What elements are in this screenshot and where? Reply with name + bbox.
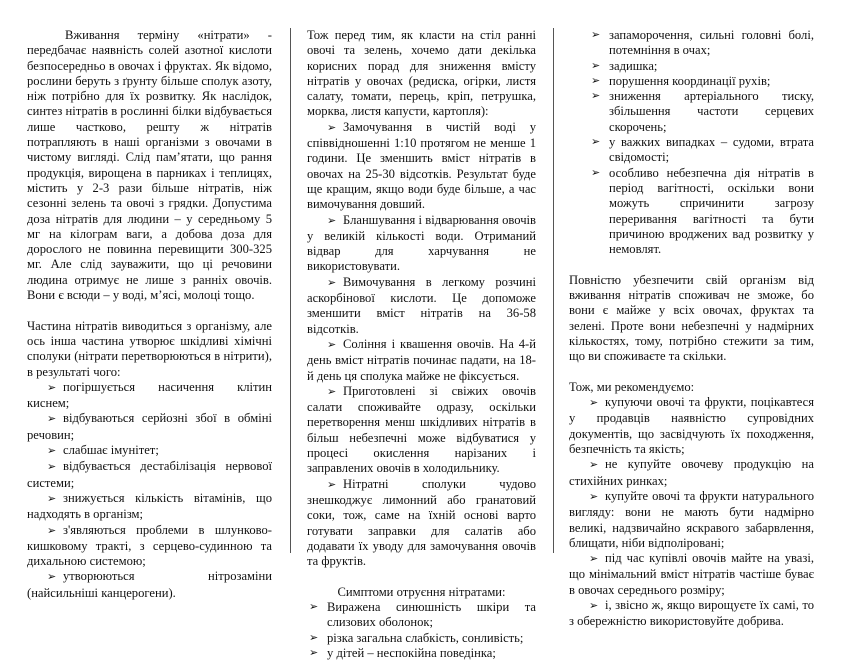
arrow-bullet-icon: ➢ — [327, 338, 337, 351]
list-item: ➢ відбувається дестабілізація нервової системи; — [27, 459, 272, 490]
arrow-bullet-icon: ➢ — [47, 571, 57, 584]
list-item: ➢ Вимочування в легкому розчині аскорбінової кислоти. Це допоможе зменшити вміст нітратів на 36-58 відсотків. — [307, 274, 536, 336]
recommendations-list — [569, 395, 814, 629]
list-item: ➢ особливо небезпечна дія нітратів в період вагітності, оскільки вони можуть спричинити загрозу переривання вагітності та бути причиною вроджених вад розвитку у немовлят. — [591, 165, 814, 257]
list-item: ➢ утворюються нітрозаміни (найсильніші канцерогени). — [27, 569, 272, 600]
intro-paragraph: Вживання терміну «нітрати» - передбачає наявність солей азотної кислоти безпосередньо в овочах і фруктах. Як відомо, рослини беруть з ґрунту більше сполук азоту, ніж потрібно для їх розвитку. Як наслідок, синтез нітратів в рослинні білки відбувається лише частково, решту ж нітратів потрапляють в наші організми з овочами в чистому вигляді. Слід пам’ятати, що рання продукція, вирощена в парниках і теплицях, містить у 2-3 рази більше нітратів, ніж сезонні зелень та овочі з грядки. Допустима доза нітратів для людини – у середньому 5 мг на кілограм ваги, а добова доза для дорослого не повинна перевищити 300-325 мг. Але слід зауважити, що ці речовини людина отримує не лише з ранніх овочів. Вони є всюди – у воді, м’ясі, молоці тощо. — [27, 28, 272, 303]
symptoms-list — [307, 600, 536, 661]
column-2 — [307, 28, 536, 661]
arrow-bullet-icon: ➢ — [589, 553, 599, 566]
list-item: ➢ під час купівлі овочів майте на увазі, що мінімальний вміст нітратів частіше буває в овочах середнього розміру; — [569, 551, 814, 597]
list-item: ➢ відбуваються серйозні збої в обміні речовин; — [27, 411, 272, 442]
arrow-bullet-icon: ➢ — [591, 74, 601, 87]
arrow-bullet-icon: ➢ — [591, 90, 601, 103]
column-divider — [290, 28, 291, 553]
list-item: ➢ Виражена синюшність шкіри та слизових оболонок; — [309, 599, 536, 630]
arrow-bullet-icon: ➢ — [47, 445, 57, 458]
effects-list — [27, 380, 272, 601]
symptoms-list-continued — [569, 28, 814, 257]
list-item: ➢ Замочування в чистій воді у співвідношенні 1:10 протягом не менше 1 години. Це зменшить вміст нітратів в овочах на 25-30 відсотків. Результат буде ще кращим, якщо води буде більше, а час вимочування довший. — [307, 119, 536, 212]
arrow-bullet-icon: ➢ — [47, 381, 57, 394]
list-item: ➢ не купуйте овочеву продукцію на стихійних ринках; — [569, 457, 814, 488]
list-item: ➢ у дітей – неспокійна поведінка; — [309, 645, 496, 660]
arrow-bullet-icon: ➢ — [591, 59, 601, 72]
arrow-bullet-icon: ➢ — [309, 631, 319, 644]
list-item: ➢ задишка; — [591, 58, 658, 73]
symptoms-heading: Симптоми отруєння нітратами: — [337, 584, 506, 599]
list-item: ➢ зниження артеріального тиску, збільшення частоти серцевих скорочень; — [591, 89, 814, 134]
list-item: ➢ різка загальна слабкість, сонливість; — [309, 630, 524, 645]
arrow-bullet-icon: ➢ — [309, 600, 319, 613]
column-divider — [553, 28, 554, 553]
arrow-bullet-icon: ➢ — [47, 492, 57, 505]
arrow-bullet-icon: ➢ — [327, 121, 337, 134]
arrow-bullet-icon: ➢ — [589, 397, 599, 410]
list-item: ➢ погіршується насичення клітин киснем; — [27, 379, 272, 411]
list-item: ➢ купуючи овочі та фрукти, поцікавтеся у продавців наявністю супровідних документів, що засвідчують їх походження, безпечність та якість; — [569, 395, 814, 457]
list-item: ➢ запаморочення, сильні головні болі, потемніння в очах; — [591, 28, 814, 58]
arrow-bullet-icon: ➢ — [327, 276, 337, 289]
summary-paragraph: Повністю убезпечити свій організм від вживання нітратів споживач не зможе, бо вони є майже у всіх овочах, фруктах та зелені. Проте вони небезпечні у надмірних кількостях, тому, потрібно стежити за тим, що ви споживаєте та скільки. — [569, 272, 814, 364]
list-item: ➢ Нітратні сполуки чудово знешкоджує лимонний або гранатовий соки, тож, саме на їхній основі варто готувати заправки для салатів або додавати їх уводу для замочування овочів та фруктів. — [307, 476, 536, 569]
arrow-bullet-icon: ➢ — [47, 461, 57, 474]
arrow-bullet-icon: ➢ — [589, 599, 599, 612]
arrow-bullet-icon: ➢ — [591, 29, 601, 41]
list-item: ➢ Соління і квашення овочів. На 4-й день вміст нітратів починає падати, на 18-й день ця сполука майже не фіксується. — [307, 336, 536, 383]
column-3 — [569, 28, 814, 630]
recommend-intro: Тож, ми рекомендуємо: — [569, 379, 695, 394]
column-1 — [27, 28, 272, 601]
tips-intro: Тож перед тим, як класти на стіл ранні овочі та зелень, хочемо дати декілька корисних порад для зниження вмісту нітратів у овочах (редиска, огірки, листя салату, томати, перець, кріп, петрушка, морква, листя капусти, картопля): — [307, 28, 536, 119]
arrow-bullet-icon: ➢ — [591, 166, 601, 179]
effects-intro: Частина нітратів виводиться з організму, але ось інша частина утворює шкідливі хімічні сполуки (нітрати перетворюються в нітрити), в результаті чого: — [27, 318, 272, 379]
arrow-bullet-icon: ➢ — [47, 413, 57, 426]
arrow-bullet-icon: ➢ — [47, 524, 57, 537]
list-item: ➢ Приготовлені зі свіжих овочів салати споживайте одразу, оскільки перетворення менш шкідливих нітратів в більш небезпечні може відбуватися у процесі окислення нарізаних і заправлених овочів в холодильнику. — [307, 383, 536, 476]
list-item: ➢ і, звісно ж, якщо вирощуєте їх самі, то з обережністю використовуйте добрива. — [569, 597, 814, 629]
arrow-bullet-icon: ➢ — [591, 136, 601, 149]
list-item: ➢ купуйте овочі та фрукти натурального вигляду: вони не мають бути надмірно великі, надзвичайно яскравого забарвлення, блищати, ніби відполіровані; — [569, 488, 814, 550]
list-item: ➢ знижується кількість вітамінів, що надходять в організм; — [27, 490, 272, 522]
list-item: ➢ Бланшування і відварювання овочів у великій кількості води. Отриманий відвар для харчування не використовувати. — [307, 212, 536, 274]
list-item: ➢ з'являються проблеми в шлунково-кишковому тракті, з серцево-судинною та дихальною системою; — [27, 522, 272, 569]
list-item: ➢ порушення координації рухів; — [591, 73, 771, 88]
arrow-bullet-icon: ➢ — [327, 214, 337, 227]
arrow-bullet-icon: ➢ — [309, 646, 319, 659]
list-item: ➢ у важких випадках – судоми, втрата свідомості; — [591, 135, 814, 165]
arrow-bullet-icon: ➢ — [589, 459, 599, 472]
list-item: ➢ слабшає імунітет; — [27, 443, 272, 459]
arrow-bullet-icon: ➢ — [589, 490, 599, 503]
arrow-bullet-icon: ➢ — [327, 478, 337, 491]
arrow-bullet-icon: ➢ — [327, 385, 337, 398]
tips-list — [307, 120, 536, 570]
